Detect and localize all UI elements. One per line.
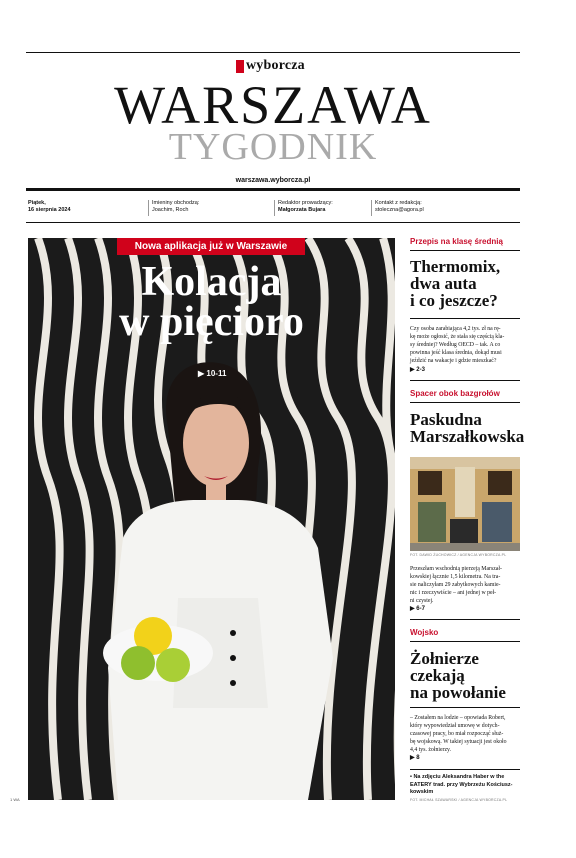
hero-headline[interactable] [28,259,395,345]
lead-line: Przeszłam wschodnią pierzeją Marszał- [410,566,502,572]
lead-line: jeździć na wakacje i gdzie mieszkać? [410,358,497,364]
caption-line: kowskim [410,789,434,795]
site-url[interactable]: warszawa.wyborcza.pl [235,177,311,184]
cover-photo-caption [410,774,520,797]
photo-credit: FOT. DAWID ŻUCHOWICZ / AGENCJA WYBORCZA.PL [410,553,507,557]
lead-line: ni czystej. [410,598,434,604]
contact-info [375,200,424,214]
caption-rule [410,769,520,770]
headline-line: na powołanie [410,683,506,702]
lead-line: sy średniej? Według OECD – tak. A co [410,342,501,348]
editor-info [278,200,333,214]
street-illustration [410,457,520,551]
caption-line: EATERY trad. przy Wybrzeżu Kościusz- [410,781,513,788]
page-ref-marszalkowska: ▶ 6-7 [410,606,425,612]
headline-marszalkowska[interactable] [410,410,525,446]
page-ref-thermomix: ▶ 2-3 [410,367,425,373]
lead-line: kowskiej łącznie 1,5 kilometra. Na tra- [410,574,501,580]
lead-marszalkowska [410,565,520,605]
section-label-army: Wojsko [410,628,439,637]
info-rule [26,222,520,223]
section-rule [410,250,520,251]
headline-line: Paskudna [410,410,482,429]
info-divider [148,200,149,216]
date-value: 16 sierpnia 2024 [28,207,71,213]
lead-soldiers [410,714,520,754]
contact-value[interactable]: stolecznа@agora.pl [375,207,424,213]
info-divider [274,200,275,216]
headline-line: dwa auta [410,274,477,293]
lead-line: sie naliczyłam 29 zabytkowych kamie- [410,582,501,588]
section-rule [410,641,520,642]
section-rule [410,380,520,381]
lead-line: czasowej pracy, bo miał rozpocząć służ- [410,731,504,737]
lead-thermomix [410,325,520,365]
brand-logo: wyborcza [246,58,305,73]
lead-line: który wypowiedział umowę w dotych- [410,723,500,729]
hero-page-ref: ▶ 10-11 [198,369,227,378]
masthead-subtitle: TYGODNIK [168,126,378,168]
hero-tag: Nowa aplikacja już w Warszawie [117,238,305,255]
headline-line: czekają [410,666,465,685]
street-photo[interactable] [410,457,520,551]
editor-value: Małgorzata Bujara [278,207,326,213]
headline-soldiers[interactable] [410,650,520,701]
nameday-info [152,200,199,214]
section-label-walk: Spacer obok bazgrołów [410,389,500,398]
hero-headline-line: w pięcioro [119,299,304,345]
caption-line: • Na zdjęciu Aleksandra Haber w the [410,774,505,780]
headline-line: i co jeszcze? [410,291,498,310]
lead-line: – Zostałem na lodzie – opowiada Robert, [410,715,506,721]
section-rule [410,619,520,620]
date-info [28,200,71,214]
cover-photo-credit: FOT. MICHAŁ SZAWARSKI / AGENCJA WYBORCZA.PL [410,798,508,802]
headline-line: Marszałkowska [410,427,525,446]
section-rule [410,707,520,708]
headline-thermomix[interactable] [410,258,520,309]
lead-line: powinna jeść klasa średnia, dokąd musi [410,350,502,356]
nameday-value: Joachim, Roch [152,207,189,213]
section-rule [410,318,520,319]
nameday-label: Imieniny obchodzą: [152,200,200,206]
editor-label: Redaktor prowadzący: [278,200,333,206]
brand-logo-mark [236,60,244,73]
section-rule [410,402,520,403]
lead-line: nic i rzeczywiście – ani jednej w peł- [410,590,497,596]
lead-line: bę wojskową. W takiej sytuacji jest około [410,739,507,745]
lead-line: 4,4 tys. żołnierzy. [410,747,451,753]
headline-line: Żołnierze [410,649,479,668]
masthead-rule [26,188,520,191]
info-divider [371,200,372,216]
contact-label: Kontakt z redakcją: [375,200,422,206]
page-number: 1 WA [10,797,20,802]
date-label: Piątek, [28,200,46,206]
headline-line: Thermomix, [410,257,501,276]
lead-line: Czy osoba zarabiająca 4,2 tys. zł na rę- [410,326,501,332]
lead-line: kę może ogłosić, że stała się częścią kla- [410,334,505,340]
section-label-middle-class: Przepis na klasę średnią [410,237,503,246]
masthead-title: WARSZAWA [114,75,432,135]
top-rule [26,52,520,53]
hero-headline-line: Kolacja [141,259,282,305]
page-ref-soldiers: ▶ 8 [410,755,420,761]
